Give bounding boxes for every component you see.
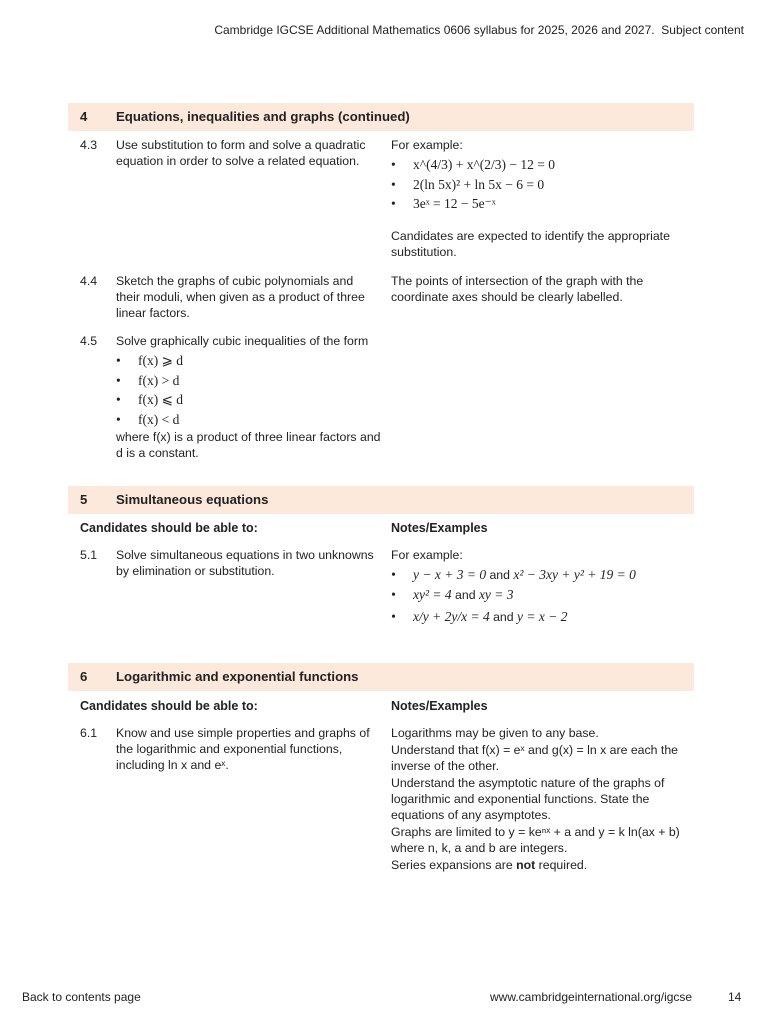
- section-title: Logarithmic and exponential functions: [116, 669, 359, 684]
- eq: y − x + 3 = 0: [413, 567, 487, 582]
- example: [391, 604, 691, 630]
- note: Candidates are expected to identify the appropriate substitution.: [391, 228, 670, 259]
- inequality: • f(x) < d: [116, 410, 386, 430]
- note: Graphs are limited to y = keⁿˣ + a and y = k ln(ax + b) where n, k, a and b are integers.: [391, 825, 680, 855]
- row-text: Know and use simple properties and graphs of the logarithmic and exponential functions, including ln x and eˣ.: [116, 726, 370, 772]
- eq: xy = 3: [478, 586, 514, 602]
- note: Understand that f(x) = eˣ and g(x) = ln x are each the inverse of the other.: [391, 743, 679, 773]
- inequality: • f(x) > d: [116, 371, 386, 391]
- text: Series expansions are: [391, 858, 517, 872]
- eq: x/y + 2y/x = 4: [413, 609, 490, 624]
- emphasis: not: [516, 858, 536, 872]
- example: [391, 585, 691, 605]
- column-header: Candidates should be able to:: [80, 699, 258, 713]
- section-title: Equations, inequalities and graphs (continued): [116, 109, 410, 124]
- note: Logarithms may be given to any base.: [391, 726, 599, 740]
- row-text: Solve simultaneous equations in two unknowns by elimination or substitution.: [116, 548, 374, 578]
- back-to-contents-link[interactable]: Back to contents page: [22, 990, 141, 1004]
- text: required.: [535, 858, 588, 872]
- intro: Solve graphically cubic inequalities of the form: [116, 334, 369, 348]
- section-title: Simultaneous equations: [116, 492, 269, 507]
- section-5-header: [68, 486, 694, 514]
- section-number: 5: [80, 492, 88, 507]
- example: • 3eˣ = 12 − 5e⁻ˣ: [391, 194, 691, 214]
- section-number: 4: [80, 109, 88, 124]
- column-header: Candidates should be able to:: [80, 521, 258, 535]
- row-notes: [391, 725, 681, 874]
- and: and: [489, 568, 510, 582]
- example: • x^(4/3) + x^(2/3) − 12 = 0: [391, 155, 691, 175]
- eq: xy² = 4: [413, 586, 452, 602]
- after-text: where f(x) is a product of three linear factors and d is a constant.: [116, 430, 381, 460]
- running-header: [214, 22, 744, 38]
- eq: x² − 3xy + y² + 19 = 0: [513, 567, 636, 582]
- row-number: 5.1: [80, 548, 98, 562]
- page-number: 14: [728, 990, 742, 1004]
- section-number: 6: [80, 669, 88, 684]
- section-4-header: [68, 103, 694, 131]
- website-url[interactable]: www.cambridgeinternational.org/igcse: [490, 990, 693, 1004]
- and: and: [493, 610, 514, 624]
- row-number: 4.3: [80, 138, 98, 152]
- note: Understand the asymptotic nature of the graphs of logarithmic and exponential functions. State the equations of any asymptotes.: [391, 776, 665, 822]
- section-6-header: [68, 663, 694, 691]
- row-text: Use substitution to form and solve a quadratic equation in order to solve a related equation.: [116, 138, 366, 168]
- inequality: • f(x) ⩽ d: [116, 390, 386, 410]
- row-text: [116, 333, 386, 461]
- example: • 2(ln 5x)² + ln 5x − 6 = 0: [391, 175, 691, 195]
- intro: For example:: [391, 138, 463, 152]
- row-notes: [391, 547, 691, 630]
- and: and: [455, 587, 476, 602]
- row-number: 6.1: [80, 726, 98, 740]
- note: [391, 857, 681, 873]
- doc-title: Cambridge IGCSE Additional Mathematics 0606 syllabus for 2025, 2026 and 2027.: [214, 23, 655, 37]
- example: [391, 565, 691, 585]
- section-name: Subject content: [661, 23, 744, 37]
- inequality: • f(x) ⩾ d: [116, 351, 386, 371]
- row-number: 4.4: [80, 274, 98, 288]
- column-header: Notes/Examples: [391, 699, 488, 713]
- row-notes: The points of intersection of the graph with the coordinate axes should be clearly labelled.: [391, 274, 644, 304]
- column-header: Notes/Examples: [391, 521, 488, 535]
- intro: For example:: [391, 548, 463, 562]
- row-text: Sketch the graphs of cubic polynomials and their moduli, when given as a product of three linear factors.: [116, 274, 365, 320]
- eq: y = x − 2: [516, 609, 568, 624]
- row-number: 4.5: [80, 334, 98, 348]
- row-notes: [391, 137, 691, 260]
